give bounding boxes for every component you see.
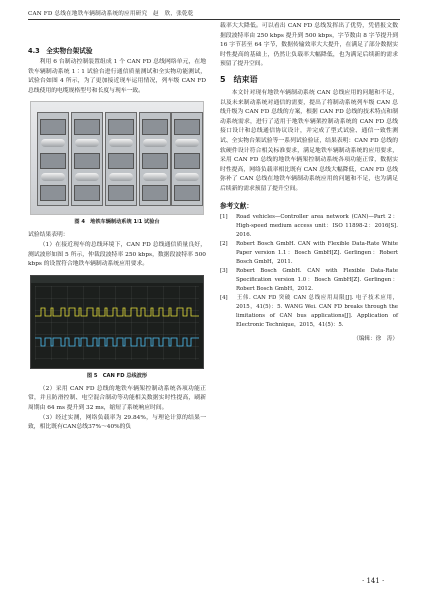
reference-item: [2] Robert Bosch GmbH. CAN with Flexible Data-Rate White Paper version 1.1：Bosch GmbH[Z]. Gerlingen：Robert Bosch GmbH，2011.: [220, 240, 398, 265]
result-paragraph-1: （1）在接近现车的总线环境下，CAN FD 总线通信质量良好，测试波形如图 5 所示，仲裁段波特率 250 kbps，数据段波特率 500 kbps 的设置符合地铁车辆制动系统应用要求。: [28, 241, 206, 268]
references-heading: 参考文献：: [220, 201, 253, 210]
equipment-rack: [37, 112, 69, 206]
right-column: [220, 22, 398, 344]
paragraph-test-rig: 利用 6 台制动控制装置组成 1 个 CAN FD 总线网络单元，在地铁车辆制动系统 1∶1 试验台进行通信质量测试和全实物功能测试，试验台如图 4 所示，为了更加接近现车运用情况，列车级 CAN FD 总线使用的电缆规格型号和长度与现车一致。: [28, 59, 206, 94]
oscilloscope-waveform-screenshot: [30, 275, 204, 369]
result-paragraph-3: （3）经过实测，网络负载率为 29.84%，与理论计算的结果一致，相比既有CAN总线37%～40%的负: [28, 414, 206, 431]
left-column: [28, 44, 206, 433]
editor-credit: （编辑：徐 涛）: [353, 335, 398, 342]
running-header: CAN FD 总线在地铁车辆制动系统的应用研究 赵 欣，张乾乾: [28, 10, 400, 20]
reference-item: [3] Robert Bosch GmbH. CAN with Flexible Data-Rate Specification version 1.0：Bosch GmbH[Z]. Gerlingen：Robert Bosch GmbH，2012.: [220, 267, 398, 292]
equipment-rack: [139, 112, 171, 206]
results-intro: 试验结果表明：: [28, 232, 69, 239]
test-rig-photo: [30, 101, 204, 215]
result-paragraph-2: （2）采用 CAN FD 总线的地铁车辆架控制动系统各项功能正常，并且防滑控制、电空混合制动等功能相关数据实时性提高，刷新周期由 64 ms 提升到 32 ms，缩短了系统响应时间。: [28, 385, 206, 411]
section-heading-5-conclusion: 5 结束语: [220, 74, 258, 84]
figure-5-caption: 图 5 CAN FD 总线波形: [86, 372, 148, 379]
reference-item: [4] 王伟. CAN FD 突破 CAN 总线应用局限[J]. 电子技术应用，2015，41(5)：5. WANG Wei. CAN FD breaks through the limitations of CAN bus applications[J]. Application of Electronic Technique，2015，41(5)：5.: [220, 294, 398, 328]
equipment-rack: [71, 112, 103, 206]
reference-list: [220, 213, 398, 330]
page-number: · 141 ·: [362, 577, 385, 585]
conclusion-paragraph: 本文针对现有地铁车辆制动系统 CAN 总线应用的问题和不足，以及未来制动系统对通信的需要，提出了将制动系统列车级 CAN 总线升级为 CAN FD 总线的方案，根据 CAN FD 总线的技术特点和制动系统需求，进行了适用于地铁车辆架控制动系统的 CAN FD 总线接口设计和总线通信协议设计，并完成了型式试验、通信一致性测试、全实物台架试验等一系列试验验证，结果表明：CAN FD 总线的软硬件设计符合相关标准要求，满足地铁车辆制动系统的应用要求，采用 CAN FD 总线的地铁车辆架控制动系统各项功能正常，数据实时性提高，网络负载率相比既有 CAN 总线大幅降低，CAN FD 总线弥补了 CAN 总线在地铁车辆制动系统应用的问题和不足，也为满足后续新的需求预留了提升空间。: [220, 89, 398, 192]
reference-item: [1] Road vehicles—Controller area network (CAN)—Part 2：High-speed medium access unit：ISO 11898-2：2016[S]. 2016.: [220, 213, 398, 238]
scope-toolbar: [31, 276, 203, 283]
figure-4-caption: 图 4 地铁车辆制动系统 1∶1 试验台: [74, 219, 160, 226]
section-heading-4-3: 4.3 全实物台架试验: [28, 47, 93, 55]
can-fd-waveform-trace: [35, 286, 199, 360]
equipment-rack: [171, 112, 203, 206]
result-paragraph-3-continued: 载率大大降低。可以看出 CAN FD 总线发挥出了优势，凭借报文数据段波特率由 250 kbps 提升到 500 kbps，字节数由 8 字节提升到 16 字节甚至 64 字节，数据传输效率大大提升，在满足了部分数据实时性提高的基础上，仍然让负载率大幅降低，也为满足后续新的需求预留了提升空间。: [220, 23, 398, 68]
equipment-rack: [105, 112, 137, 206]
